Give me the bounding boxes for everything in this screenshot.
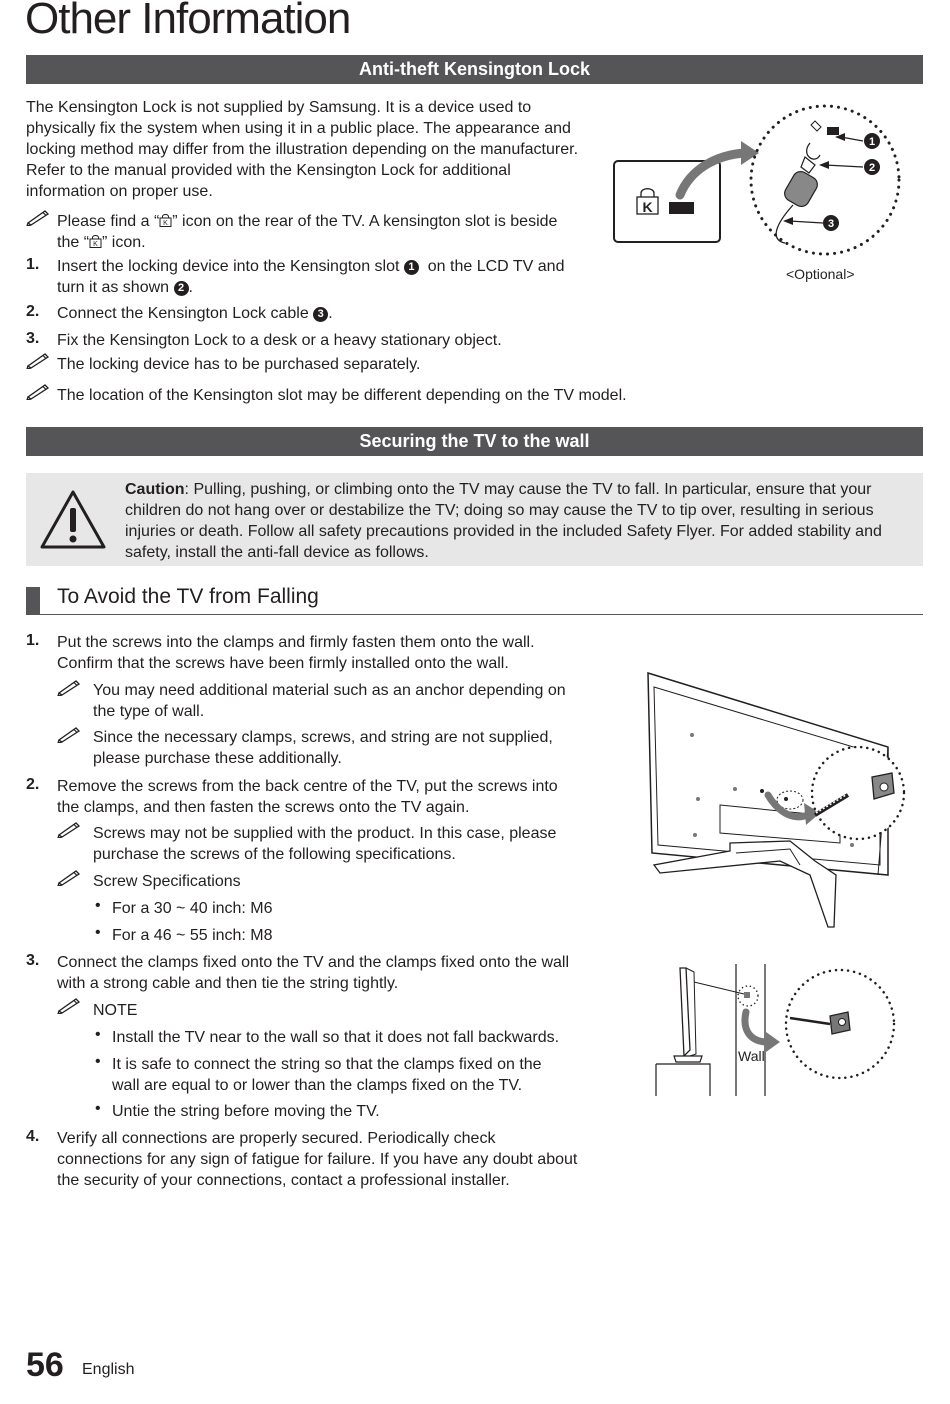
pencil-note-icon [57,822,81,838]
spec-bullet: For a 46 ~ 55 inch: M8 [112,927,273,944]
note-heading: NOTE [93,1002,138,1019]
wall-step-2-text [57,776,617,818]
bullet-dot: • [95,1053,101,1070]
step-text: Connect the Kensington Lock cable [57,305,309,322]
bullet-dot: • [95,1100,101,1117]
optional-label: <Optional> [786,266,855,282]
note-text: the “ [57,234,90,251]
step-text: on the LCD TV and [427,258,565,275]
warning-triangle-icon [39,488,107,551]
caution-line: injuries or death. Follow all safety precautions provided in the included Safety Flyer. For added stability and [125,523,882,540]
subheading-marker [26,587,40,614]
note-bullet: Untie the string before moving the TV. [112,1103,380,1120]
step-line: Verify all connections are properly secured. Periodically check [57,1130,496,1147]
note-line: Since the necessary clamps, screws, and string are not supplied, [93,729,553,746]
note-slot-location: The location of the Kensington slot may be different depending on the TV model. [57,387,627,404]
kensington-lock-illustration [605,95,905,295]
pencil-note-icon [26,353,50,369]
note-text: ” icon. [102,234,146,251]
section-bar-securing: Securing the TV to the wall [26,427,923,456]
note-bullet-line: wall are equal to or lower than the clamps fixed on the TV. [112,1077,523,1094]
marker-1: 1 [404,260,419,275]
note-purchase-separately: The locking device has to be purchased separately. [57,356,421,373]
caution-label: Caution [125,481,185,498]
note-screws-not-supplied [93,823,613,865]
intro-line: physically fix the system when using it in a public place. The appearance and [26,120,571,137]
caution-line: safety, install the anti-fall device as follows. [125,544,429,561]
bullet-dot: • [95,897,101,914]
section-bar-kensington: Anti-theft Kensington Lock [26,55,923,84]
note-line: Screws may not be supplied with the product. In this case, please [93,825,557,842]
tv-rear-clamp-illustration [640,665,910,935]
step-text: . [188,279,193,296]
wall-step-1-text [57,632,617,674]
note-line: the type of wall. [93,703,205,720]
step-text: . [328,305,333,322]
wall-step-4-text [57,1128,617,1191]
caution-line: children do not hang over or destabilize the TV; doing so may cause the TV to tip over, resulting in serious [125,502,874,519]
subheading-avoid-falling: To Avoid the TV from Falling [57,585,319,608]
step-line: Connect the clamps fixed onto the TV and the clamps fixed onto the wall [57,954,569,971]
intro-line: The Kensington Lock is not supplied by Samsung. It is a device used to [26,99,532,116]
svg-text:K: K [163,220,169,227]
svg-text:K: K [93,241,98,248]
note-purchase-additionally [93,727,613,769]
step-text: turn it as shown [57,279,170,296]
step-2-text [57,303,333,324]
step-line: Remove the screws from the back centre of the TV, put the screws into [57,778,558,795]
wall-label: Wall [738,1048,765,1064]
pencil-note-icon [26,210,50,226]
kensington-lock-icon [159,214,172,227]
intro-line: Refer to the manual provided with the Kensington Lock for additional [26,162,511,179]
subheading-divider [26,614,923,615]
step-line: the security of your connections, contact a professional installer. [57,1172,510,1189]
note-kensington-icon [57,211,597,253]
pencil-note-icon [57,998,81,1014]
note-text: Please find a “ [57,213,160,230]
spec-bullet: For a 30 ~ 40 inch: M6 [112,900,273,917]
note-bullet: Install the TV near to the wall so that it does not fall backwards. [112,1029,560,1046]
kensington-intro [26,97,596,202]
step-number: 2. [26,303,40,320]
note-line: You may need additional material such as an anchor depending on [93,682,566,699]
wall-step-3-text [57,952,617,994]
marker-3: 3 [313,307,328,322]
step-1-text [57,256,597,298]
step-line: the clamps, and then fasten the screws onto the TV again. [57,799,470,816]
illustration-marker-3: 3 [827,218,835,230]
note-bullet [112,1054,592,1096]
kensington-lock-icon [89,235,102,248]
step-number: 2. [26,776,40,793]
note-line: purchase the screws of the following specifications. [93,846,456,863]
note-bullet-line: It is safe to connect the string so that the clamps fixed on the [112,1056,542,1073]
step-number: 1. [26,256,40,273]
bullet-dot: • [95,1026,101,1043]
page-number: 56 [26,1346,64,1384]
note-screw-specifications: Screw Specifications [93,873,241,890]
step-3-text: Fix the Kensington Lock to a desk or a heavy stationary object. [57,332,502,349]
step-line: connections for any sign of fatigue for failure. If you have any doubt about [57,1151,578,1168]
step-text: Insert the locking device into the Kensington slot [57,258,400,275]
bullet-dot: • [95,924,101,941]
caution-text [125,479,915,563]
intro-line: information on proper use. [26,183,213,200]
page-title: Other Information [25,0,351,43]
illustration-marker-1: 1 [868,136,876,148]
caution-line: : Pulling, pushing, or climbing onto the TV may cause the TV to fall. In particular, ensure that your [184,481,872,498]
step-number: 4. [26,1128,40,1145]
step-line: with a strong cable and then tie the string tightly. [57,975,399,992]
step-number: 3. [26,330,40,347]
illustration-marker-2: 2 [868,162,876,174]
pencil-note-icon [57,727,81,743]
illustration-k-label: K [642,199,653,215]
step-line: Confirm that the screws have been firmly installed onto the wall. [57,655,509,672]
marker-2: 2 [174,281,189,296]
note-text: ” icon on the rear of the TV. A kensington slot is beside [172,213,558,230]
intro-line: locking method may differ from the illustration depending on the manufacturer. [26,141,579,158]
pencil-note-icon [26,384,50,400]
step-number: 3. [26,952,40,969]
note-line: please purchase these additionally. [93,750,342,767]
footer-language: English [82,1361,135,1378]
pencil-note-icon [57,680,81,696]
step-number: 1. [26,632,40,649]
tv-wall-string-illustration [650,960,910,1100]
note-anchor-material [93,680,613,722]
step-line: Put the screws into the clamps and firmly fasten them onto the wall. [57,634,535,651]
pencil-note-icon [57,870,81,886]
